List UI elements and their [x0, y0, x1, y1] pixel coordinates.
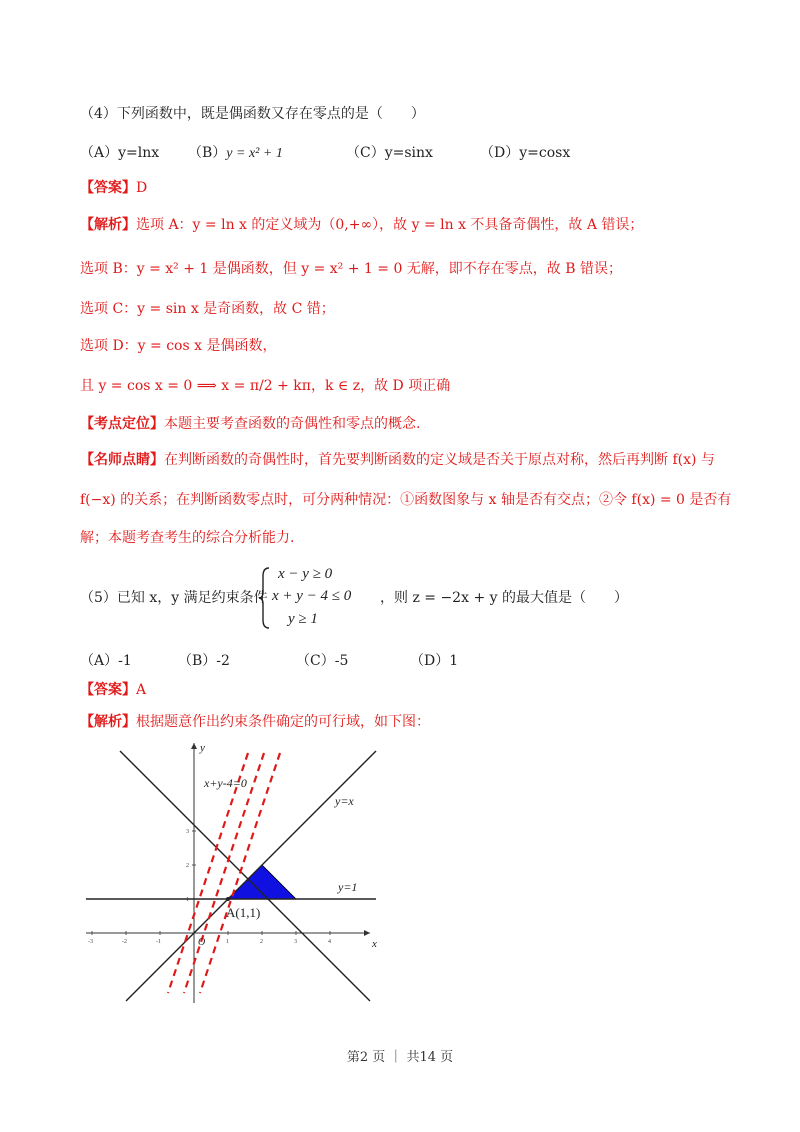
x-tick-label: -2	[122, 939, 127, 945]
q5-analysis-label: 【解析】	[80, 714, 136, 730]
q5-option-b: （B）-2	[178, 653, 230, 669]
q4-stem: （4）下列函数中，既是偶函数又存在零点的是（ ）	[80, 106, 425, 122]
x-tick-label: 1	[226, 939, 229, 945]
q4-option-b-expr: y = x² + 1	[226, 146, 283, 161]
q4-analysis-label: 【解析】	[80, 217, 136, 233]
q4-mingshi-label: 【名师点睛】	[80, 452, 164, 468]
q4-analysis-line-2: 选项 B：y = x² + 1 是偶函数，但 y = x² + 1 = 0 无解，即不存在零点，故 B 错误；	[80, 261, 622, 277]
y-tick-label: 1	[186, 897, 189, 903]
label-axis-y: y	[200, 742, 205, 754]
q4-mingshi-line-3: 解；本题考查考生的综合分析能力.	[80, 530, 295, 546]
x-tick-label: -1	[156, 939, 161, 945]
q4-analysis-line-3: 选项 C：y = sin x 是奇函数，故 C 错；	[80, 301, 335, 317]
q5-answer-label: 【答案】	[80, 682, 136, 698]
q4-mingshi-line-2: f(−x) 的关系；在判断函数零点时，可分两种情况：①函数图象与 x 轴是否有交点；②令 f(x) = 0 是否有	[80, 492, 732, 508]
q4-analysis-line-1	[80, 215, 643, 235]
q4-option-b	[188, 142, 283, 162]
q4-answer-value: D	[136, 180, 148, 196]
q5-stem-pre: （5）已知 x，y 满足约束条件	[80, 590, 268, 606]
q4-kaodian	[80, 414, 420, 434]
q4-kaodian-label: 【考点定位】	[80, 416, 164, 432]
q5-analysis-text: 根据题意作出约束条件确定的可行域，如下图：	[136, 714, 430, 730]
q4-mingshi-text-1: 在判断函数的奇偶性时，首先要判断函数的定义域是否关于原点对称，然后再判断 f(x) 与	[164, 452, 715, 468]
label-y-equals-x: y=x	[335, 794, 354, 808]
label-point-a: A(1,1)	[226, 905, 261, 920]
feasible-region-figure	[80, 735, 400, 1010]
point-a	[226, 897, 230, 901]
q5-option-d: （D）1	[410, 653, 459, 669]
q5-answer-value: A	[136, 682, 147, 698]
x-tick-label: -3	[88, 939, 93, 945]
q4-mingshi-line-1	[80, 450, 715, 470]
x-tick-label: 4	[328, 939, 331, 945]
q5-option-c: （C）-5	[296, 653, 349, 669]
q4-answer-label: 【答案】	[80, 180, 136, 196]
q4-option-a: （A）y=lnx	[80, 145, 160, 161]
q4-analysis-line-5: 且 y = cos x = 0 ⟹ x = π/2 + kπ，k ∈ z，故 D 项正确	[80, 378, 451, 394]
q4-option-d: （D）y=cosx	[480, 145, 571, 161]
q4-answer	[80, 178, 147, 198]
q4-option-c: （C）y=sinx	[346, 145, 433, 161]
x-tick-label: 3	[294, 939, 297, 945]
label-axis-x: x	[372, 938, 377, 950]
q4-analysis-line-4: 选项 D：y = cos x 是偶函数，	[80, 338, 277, 354]
label-x-plus-y-minus-4: x+y-4=0	[204, 776, 247, 790]
q4-analysis-text-1: 选项 A：y = ln x 的定义域为（0,+∞），故 y = ln x 不具备奇偶性，故 A 错误；	[136, 217, 644, 233]
q5-constraint-2: x + y − 4 ≤ 0	[272, 588, 352, 604]
label-origin: O	[198, 937, 206, 948]
q4-option-b-label: （B）	[188, 145, 227, 161]
q5-option-a: （A）-1	[80, 653, 132, 669]
q5-constraint-system	[258, 566, 378, 630]
label-y-equals-1: y=1	[338, 880, 358, 894]
q5-analysis	[80, 712, 430, 732]
q5-constraint-3: y ≥ 1	[288, 611, 318, 627]
line-y-equals-x	[126, 751, 376, 1001]
q4-kaodian-text: 本题主要考查函数的奇偶性和零点的概念.	[164, 416, 421, 432]
brace-icon	[258, 566, 272, 630]
page-footer: 第2 页 ｜ 共14 页	[346, 1050, 454, 1065]
q5-answer	[80, 680, 146, 700]
y-tick-label: 2	[186, 863, 189, 869]
y-tick-label: 3	[186, 829, 189, 835]
q5-constraint-1: x − y ≥ 0	[278, 566, 333, 582]
x-tick-label: 2	[260, 939, 263, 945]
q5-stem-post: ，则 z = −2x + y 的最大值是（ ）	[380, 590, 628, 606]
